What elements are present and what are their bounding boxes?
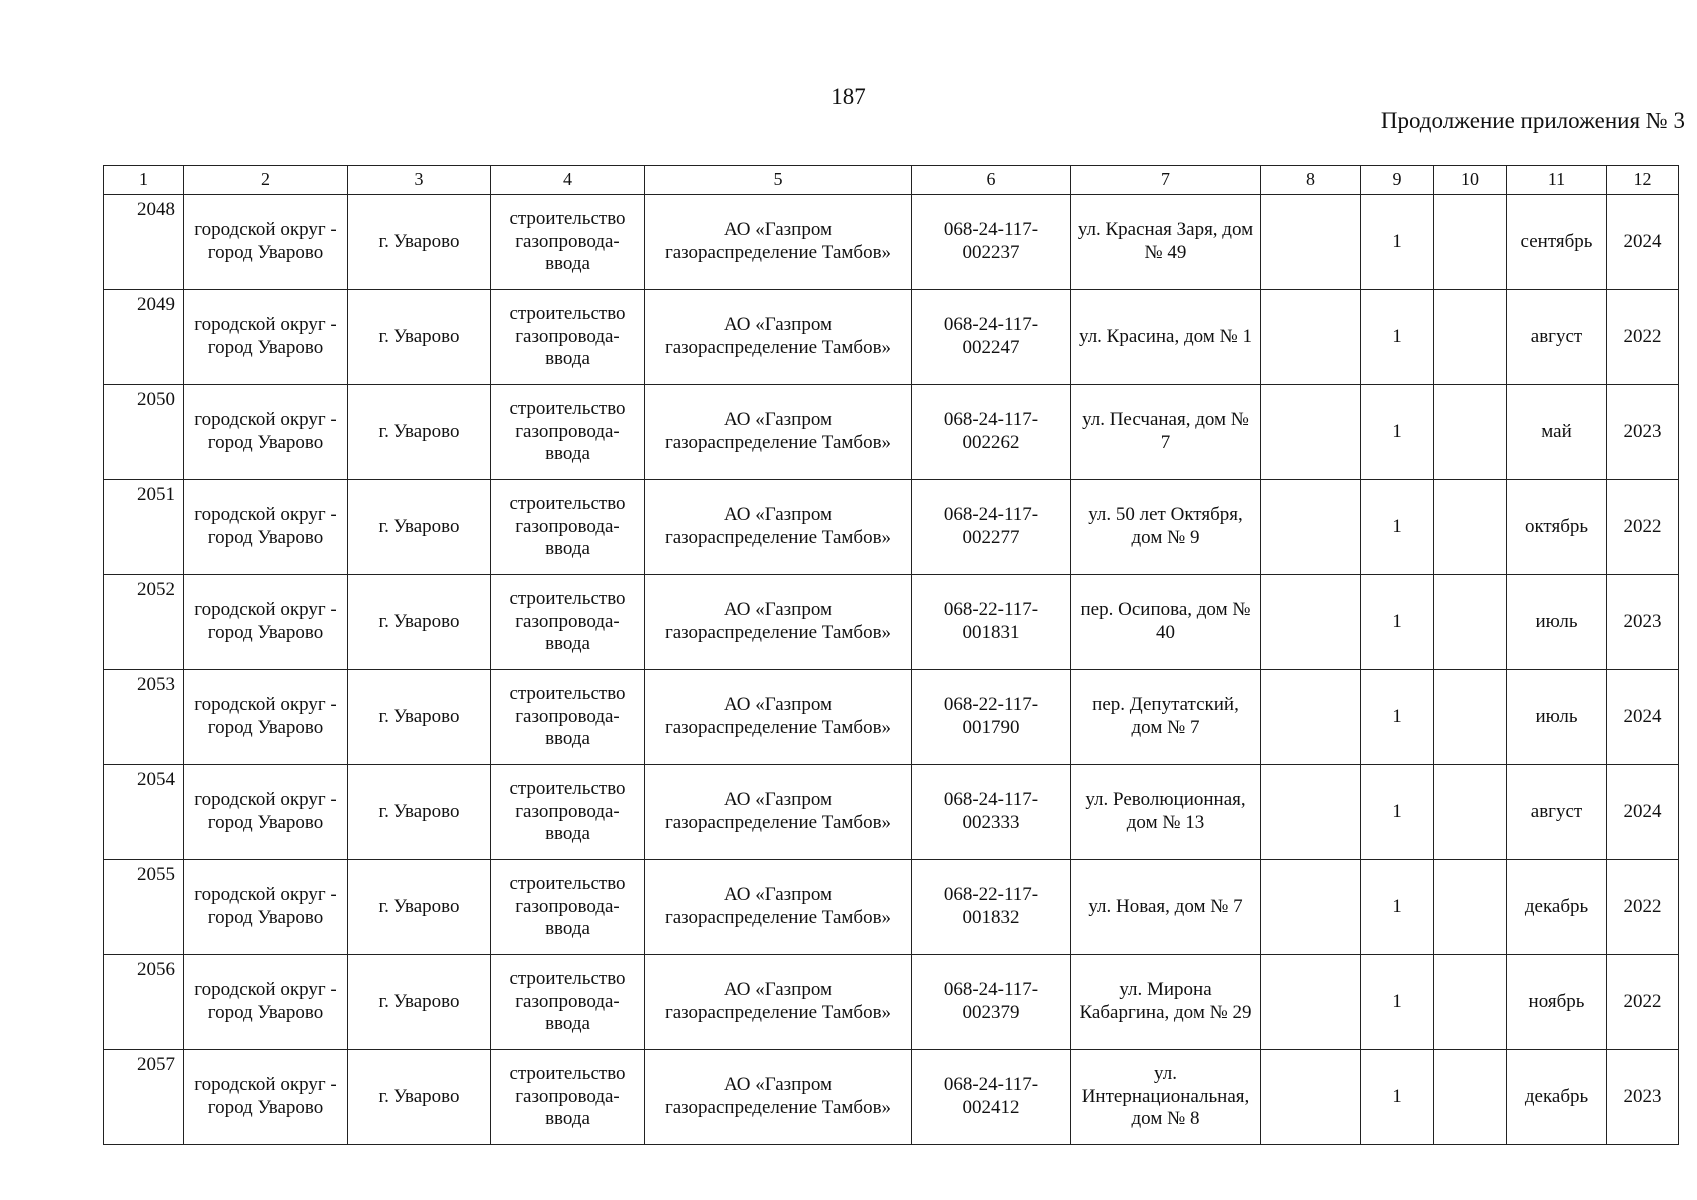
quantity-cell: 1 [1361,670,1434,765]
table-row [104,575,1679,670]
work-type-cell: строительство газопровода-ввода [491,1050,645,1145]
table-row [104,670,1679,765]
appendix-label: Продолжение приложения № 3 [1380,108,1685,133]
organization-cell: АО «Газпром газораспределение Тамбов» [645,1050,912,1145]
year-cell: 2024 [1607,765,1679,860]
month-cell: ноябрь [1507,955,1607,1050]
col8-cell [1261,860,1361,955]
year-cell: 2022 [1607,290,1679,385]
quantity-cell: 1 [1361,955,1434,1050]
district-cell: городской округ - город Уварово [184,860,348,955]
table-row [104,195,1679,290]
address-cell: пер. Осипова, дом № 40 [1071,575,1261,670]
year-cell: 2023 [1607,575,1679,670]
city-cell: г. Уварово [348,955,491,1050]
col10-cell [1434,860,1507,955]
column-header: 2 [184,166,348,195]
work-type-cell: строительство газопровода-ввода [491,670,645,765]
work-type-cell: строительство газопровода-ввода [491,480,645,575]
city-cell: г. Уварово [348,670,491,765]
table-row [104,385,1679,480]
month-cell: декабрь [1507,1050,1607,1145]
quantity-cell: 1 [1361,480,1434,575]
table-header [104,166,1679,195]
quantity-cell: 1 [1361,195,1434,290]
row-number: 2050 [104,385,184,480]
year-cell: 2023 [1607,385,1679,480]
object-code-cell: 068-24-117-002379 [912,955,1071,1050]
column-header: 5 [645,166,912,195]
district-cell: городской округ - город Уварово [184,290,348,385]
table-row [104,1050,1679,1145]
organization-cell: АО «Газпром газораспределение Тамбов» [645,575,912,670]
column-header: 7 [1071,166,1261,195]
table-body [104,195,1679,1145]
organization-cell: АО «Газпром газораспределение Тамбов» [645,860,912,955]
address-cell: ул. Песчаная, дом № 7 [1071,385,1261,480]
quantity-cell: 1 [1361,765,1434,860]
object-code-cell: 068-24-117-002247 [912,290,1071,385]
col8-cell [1261,765,1361,860]
object-code-cell: 068-24-117-002237 [912,195,1071,290]
col8-cell [1261,575,1361,670]
city-cell: г. Уварово [348,290,491,385]
column-header: 8 [1261,166,1361,195]
work-type-cell: строительство газопровода-ввода [491,575,645,670]
address-cell: пер. Депутатский, дом № 7 [1071,670,1261,765]
city-cell: г. Уварово [348,860,491,955]
organization-cell: АО «Газпром газораспределение Тамбов» [645,195,912,290]
month-cell: июль [1507,670,1607,765]
month-cell: октябрь [1507,480,1607,575]
object-code-cell: 068-22-117-001831 [912,575,1071,670]
year-cell: 2022 [1607,955,1679,1050]
work-type-cell: строительство газопровода-ввода [491,290,645,385]
city-cell: г. Уварово [348,1050,491,1145]
column-header: 9 [1361,166,1434,195]
header-row [104,166,1679,195]
col8-cell [1261,195,1361,290]
row-number: 2057 [104,1050,184,1145]
column-header: 11 [1507,166,1607,195]
address-cell: ул. Красина, дом № 1 [1071,290,1261,385]
city-cell: г. Уварово [348,195,491,290]
col10-cell [1434,290,1507,385]
col8-cell [1261,1050,1361,1145]
city-cell: г. Уварово [348,480,491,575]
address-cell: ул. Красная Заря, дом № 49 [1071,195,1261,290]
column-header: 10 [1434,166,1507,195]
work-type-cell: строительство газопровода-ввода [491,765,645,860]
col8-cell [1261,955,1361,1050]
organization-cell: АО «Газпром газораспределение Тамбов» [645,765,912,860]
col10-cell [1434,575,1507,670]
row-number: 2049 [104,290,184,385]
address-cell: ул. Интернациональная, дом № 8 [1071,1050,1261,1145]
work-type-cell: строительство газопровода-ввода [491,860,645,955]
table-row [104,765,1679,860]
city-cell: г. Уварово [348,765,491,860]
month-cell: май [1507,385,1607,480]
quantity-cell: 1 [1361,860,1434,955]
work-type-cell: строительство газопровода-ввода [491,195,645,290]
month-cell: август [1507,765,1607,860]
district-cell: городской округ - город Уварово [184,385,348,480]
object-code-cell: 068-22-117-001832 [912,860,1071,955]
address-cell: ул. Революционная, дом № 13 [1071,765,1261,860]
quantity-cell: 1 [1361,575,1434,670]
row-number: 2055 [104,860,184,955]
district-cell: городской округ - город Уварово [184,1050,348,1145]
district-cell: городской округ - город Уварово [184,195,348,290]
col10-cell [1434,195,1507,290]
district-cell: городской округ - город Уварово [184,480,348,575]
organization-cell: АО «Газпром газораспределение Тамбов» [645,670,912,765]
row-number: 2048 [104,195,184,290]
col8-cell [1261,480,1361,575]
district-cell: городской округ - город Уварово [184,765,348,860]
work-type-cell: строительство газопровода-ввода [491,955,645,1050]
column-header: 12 [1607,166,1679,195]
object-code-cell: 068-24-117-002277 [912,480,1071,575]
col10-cell [1434,955,1507,1050]
column-header: 3 [348,166,491,195]
month-cell: июль [1507,575,1607,670]
column-header: 4 [491,166,645,195]
column-header: 6 [912,166,1071,195]
organization-cell: АО «Газпром газораспределение Тамбов» [645,290,912,385]
month-cell: декабрь [1507,860,1607,955]
object-code-cell: 068-24-117-002412 [912,1050,1071,1145]
col8-cell [1261,385,1361,480]
data-table [103,165,1679,1145]
year-cell: 2022 [1607,480,1679,575]
quantity-cell: 1 [1361,290,1434,385]
row-number: 2051 [104,480,184,575]
work-type-cell: строительство газопровода-ввода [491,385,645,480]
column-header: 1 [104,166,184,195]
object-code-cell: 068-24-117-002262 [912,385,1071,480]
month-cell: сентябрь [1507,195,1607,290]
district-cell: городской округ - город Уварово [184,575,348,670]
col10-cell [1434,670,1507,765]
row-number: 2054 [104,765,184,860]
organization-cell: АО «Газпром газораспределение Тамбов» [645,480,912,575]
col10-cell [1434,1050,1507,1145]
table-row [104,955,1679,1050]
year-cell: 2023 [1607,1050,1679,1145]
col8-cell [1261,290,1361,385]
table-row [104,290,1679,385]
district-cell: городской округ - город Уварово [184,955,348,1050]
month-cell: август [1507,290,1607,385]
address-cell: ул. 50 лет Октября, дом № 9 [1071,480,1261,575]
address-cell: ул. Мирона Кабаргина, дом № 29 [1071,955,1261,1050]
organization-cell: АО «Газпром газораспределение Тамбов» [645,955,912,1050]
row-number: 2056 [104,955,184,1050]
col10-cell [1434,765,1507,860]
object-code-cell: 068-24-117-002333 [912,765,1071,860]
col10-cell [1434,385,1507,480]
object-code-cell: 068-22-117-001790 [912,670,1071,765]
table-row [104,480,1679,575]
city-cell: г. Уварово [348,385,491,480]
row-number: 2052 [104,575,184,670]
year-cell: 2024 [1607,195,1679,290]
year-cell: 2024 [1607,670,1679,765]
city-cell: г. Уварово [348,575,491,670]
year-cell: 2022 [1607,860,1679,955]
table-row [104,860,1679,955]
row-number: 2053 [104,670,184,765]
col8-cell [1261,670,1361,765]
address-cell: ул. Новая, дом № 7 [1071,860,1261,955]
page-number: 187 [831,84,866,109]
organization-cell: АО «Газпром газораспределение Тамбов» [645,385,912,480]
quantity-cell: 1 [1361,385,1434,480]
col10-cell [1434,480,1507,575]
quantity-cell: 1 [1361,1050,1434,1145]
district-cell: городской округ - город Уварово [184,670,348,765]
